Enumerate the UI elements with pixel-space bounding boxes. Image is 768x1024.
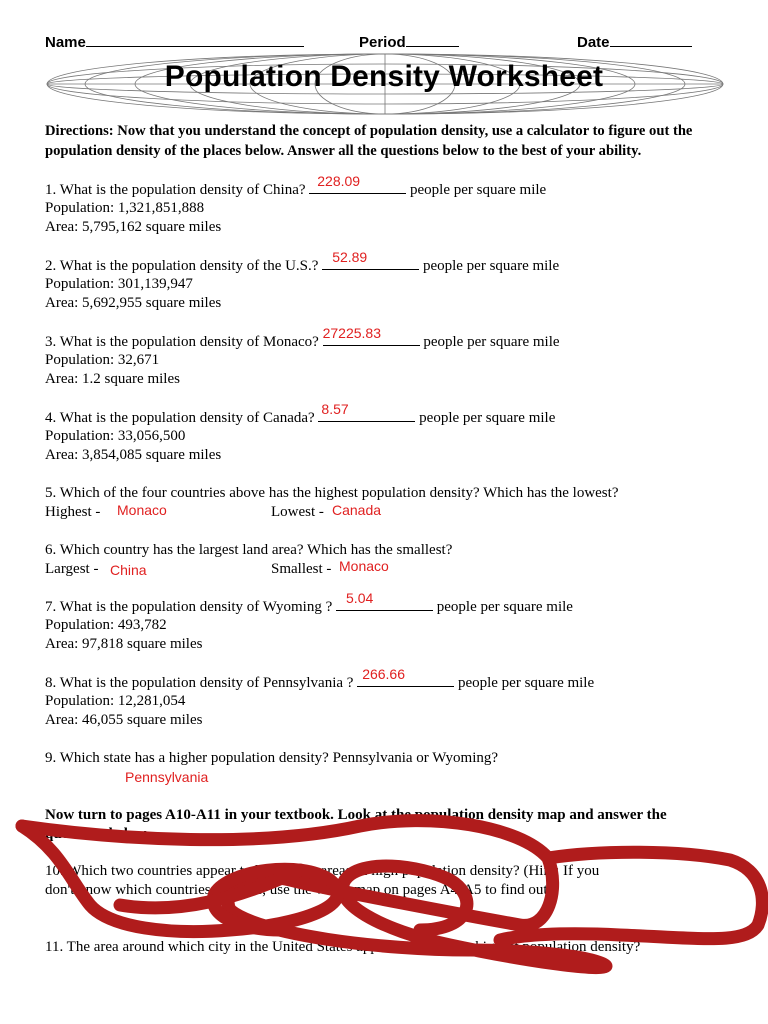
largest-label: Largest - — [45, 561, 99, 577]
answer-9: Pennsylvania — [125, 769, 209, 785]
answer-3: 27225.83 — [322, 325, 381, 341]
unit-3: people per square mile — [423, 334, 560, 350]
unit-1: people per square mile — [410, 182, 547, 198]
answer-blank-3 — [322, 325, 420, 346]
directions: Directions: Now that you understand the concept of population density, use a calculator to figure out the population density of the places below. Answer all the questions below to the best of your ability. — [45, 123, 693, 159]
answer-7: 5.04 — [346, 590, 374, 606]
population-3: Population: 32,671 — [45, 352, 160, 368]
question-5-text: 5. Which of the four countries above has the highest population density? Which has the lowest? — [45, 485, 619, 501]
area-8: Area: 46,055 square miles — [45, 712, 203, 728]
unit-4: people per square mile — [419, 410, 556, 426]
question-3-text: 3. What is the population density of Monaco? — [45, 334, 319, 350]
area-1: Area: 5,795,162 square miles — [45, 219, 222, 235]
population-1: Population: 1,321,851,888 — [45, 200, 205, 216]
date-label: Date — [577, 34, 610, 51]
question-8 — [45, 666, 595, 693]
period-label: Period — [359, 34, 406, 51]
answer-blank-2 — [322, 249, 419, 270]
section2-intro-line1: Now turn to pages A10-A11 in your textbook. Look at the population density map and answer the — [45, 807, 667, 823]
answer-4: 8.57 — [321, 401, 349, 417]
period-line — [406, 32, 459, 47]
area-7: Area: 97,818 square miles — [45, 636, 203, 652]
lowest-answer: Canada — [332, 502, 382, 518]
name-line — [86, 32, 304, 47]
question-7 — [45, 590, 573, 617]
question-4-text: 4. What is the population density of Canada? — [45, 410, 315, 426]
population-4: Population: 33,056,500 — [45, 428, 186, 444]
smallest-answer: Monaco — [339, 558, 389, 574]
area-4: Area: 3,854,085 square miles — [45, 447, 222, 463]
population-2: Population: 301,139,947 — [45, 276, 193, 292]
lowest-label: Lowest - — [271, 504, 324, 520]
answer-blank-7 — [336, 590, 433, 611]
section2-intro-line2: questions below. — [45, 826, 150, 842]
population-7: Population: 493,782 — [45, 617, 167, 633]
answer-8: 266.66 — [362, 666, 406, 682]
answer-1: 228.09 — [317, 173, 361, 189]
answer-blank-1 — [309, 173, 406, 194]
question-4 — [45, 401, 556, 428]
area-3: Area: 1.2 square miles — [45, 371, 180, 387]
answer-2: 52.89 — [332, 249, 368, 265]
question-10-line1: 10. Which two countries appear to have large areas of high population density? (Hint: If you — [45, 863, 600, 879]
date-line — [610, 32, 692, 47]
smallest-label: Smallest - — [271, 561, 332, 577]
unit-2: people per square mile — [422, 258, 560, 274]
name-label: Name — [45, 34, 86, 51]
unit-8: people per square mile — [457, 675, 595, 691]
largest-answer: China — [110, 562, 147, 578]
date-field — [577, 32, 692, 51]
question-1 — [45, 173, 547, 200]
question-2 — [45, 249, 560, 276]
question-6-text: 6. Which country has the largest land area? Which has the smallest? — [45, 542, 453, 558]
question-9-text: 9. Which state has a higher population density? Pennsylvania or Wyoming? — [45, 750, 499, 766]
question-10-line2: don't know which countries they are, use the world map on pages A4-A5 to find out.) — [45, 882, 557, 898]
period-field — [359, 32, 459, 51]
population-8: Population: 12,281,054 — [45, 693, 186, 709]
question-8-text: 8. What is the population density of Pennsylvania ? — [45, 675, 354, 691]
area-2: Area: 5,692,955 square miles — [45, 295, 222, 311]
question-3 — [45, 325, 560, 352]
question-1-text: 1. What is the population density of China? — [45, 182, 306, 198]
answer-blank-4 — [318, 401, 415, 422]
page-title: Population Density Worksheet — [164, 60, 604, 93]
question-11: 11. The area around which city in the United States appears to have the highest population density? — [45, 939, 641, 955]
answer-blank-8 — [357, 666, 454, 687]
question-7-text: 7. What is the population density of Wyoming ? — [45, 599, 333, 615]
name-field — [45, 32, 304, 51]
highest-answer: Monaco — [117, 502, 167, 518]
unit-7: people per square mile — [436, 599, 573, 615]
highest-label: Highest - — [45, 504, 101, 520]
question-2-text: 2. What is the population density of the U.S.? — [45, 258, 319, 274]
